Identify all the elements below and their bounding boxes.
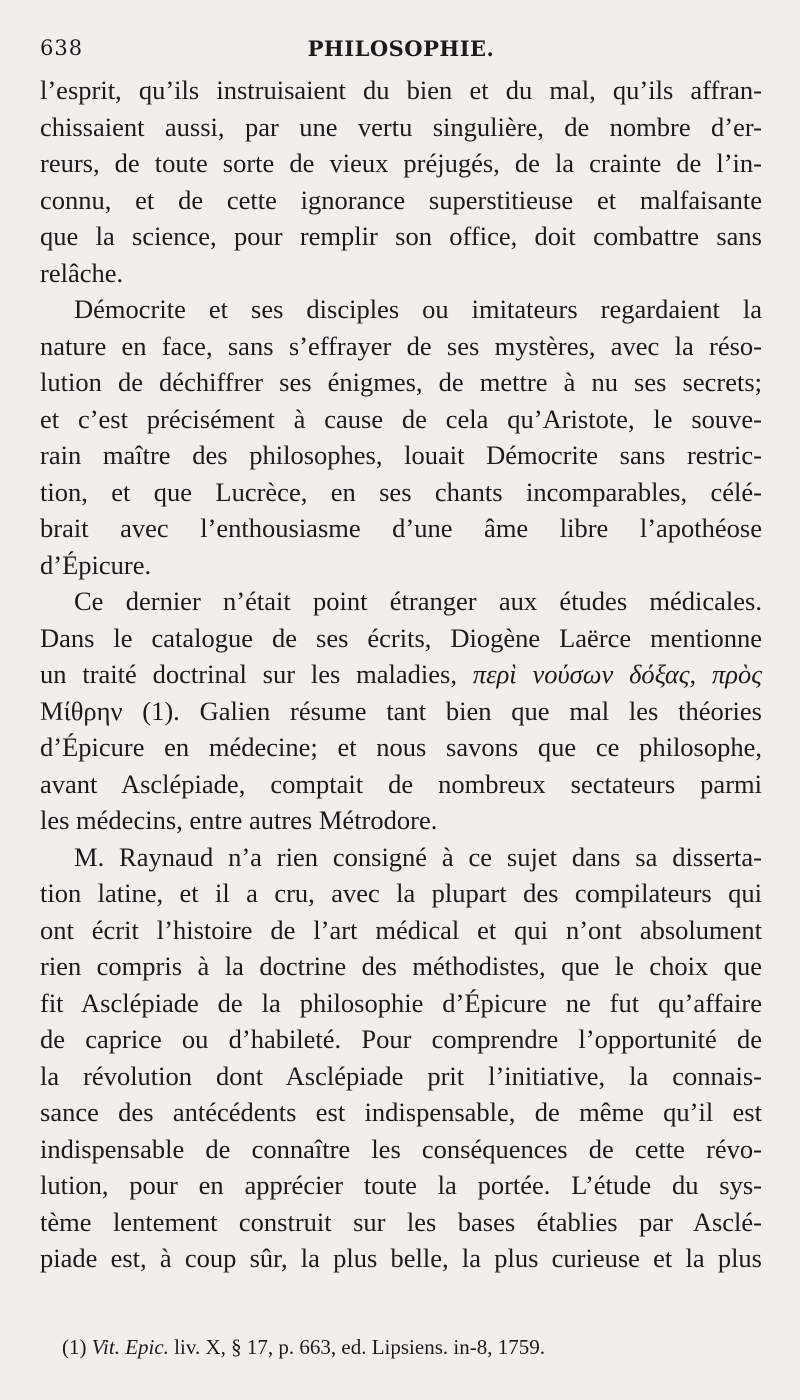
- text-line: avant Asclépiade, comptait de nombreux sectateurs parmi: [40, 768, 762, 799]
- text-line: brait avec l’enthousiasme d’une âme libre l’apothéose: [40, 513, 762, 543]
- text-line: connu, et de cette ignorance superstitieuse et malfaisante: [40, 184, 762, 215]
- text-line: la révolution dont Asclépiade prit l’initiative, la connais-: [40, 1060, 762, 1091]
- footnote: [62, 1334, 762, 1360]
- text-line: lution, pour en apprécier toute la portée. L’étude du sys-: [40, 1170, 762, 1200]
- footnote-marker: (1): [62, 1335, 87, 1359]
- text-line: tion, et que Lucrèce, en ses chants incomparables, célé-: [40, 476, 762, 507]
- footnote-text: liv. X, § 17, p. 663, ed. Lipsiens. in-8, 1759.: [174, 1335, 545, 1359]
- text-line: d’Épicure.: [40, 549, 152, 580]
- text-line: que la science, pour remplir son office, doit combattre sans: [40, 221, 762, 251]
- text-segment: un traité doctrinal sur les maladies,: [40, 659, 457, 689]
- text-line: Ce dernier n’était point étranger aux études médicales.: [74, 586, 762, 616]
- text-line: rien compris à la doctrine des méthodistes, que le choix que: [40, 951, 762, 981]
- running-title: PHILOSOPHIE.: [307, 36, 495, 61]
- text-line: sance des antécédents est indispensable, de même qu’il est: [40, 1097, 762, 1127]
- text-line: Démocrite et ses disciples ou imitateurs regardaient la: [74, 294, 762, 324]
- page-header: [40, 34, 762, 66]
- greek-title: περὶ νούσων δόξας, πρὸς: [472, 659, 763, 689]
- text-line: nature en face, sans s’effrayer de ses mystères, avec la réso-: [40, 330, 762, 361]
- text-line: Dans le catalogue de ses écrits, Diogène Laërce mentionne: [40, 622, 762, 653]
- text-line: et c’est précisément à cause de cela qu’Aristote, le souve-: [40, 403, 762, 434]
- text-line: M. Raynaud n’a rien consigné à ce sujet dans sa disserta-: [74, 841, 762, 872]
- text-line: fit Asclépiade de la philosophie d’Épicure ne fut qu’affaire: [40, 987, 762, 1018]
- page-number: 638: [40, 36, 84, 60]
- text-line: rain maître des philosophes, louait Démocrite sans restric-: [40, 440, 762, 470]
- text-line: tème lentement construit sur les bases établies par Asclé-: [40, 1206, 762, 1237]
- text-line: indispensable de connaître les conséquences de cette révo-: [40, 1133, 762, 1164]
- text-line: relâche.: [40, 257, 124, 288]
- body-text: [40, 72, 762, 1277]
- text-line: ont écrit l’histoire de l’art médical et qui n’ont absolument: [40, 914, 762, 945]
- text-line: l’esprit, qu’ils instruisaient du bien et du mal, qu’ils affran-: [40, 75, 762, 105]
- text-line: d’Épicure en médecine; et nous savons que ce philosophe,: [40, 732, 762, 762]
- text-line: les médecins, entre autres Métrodore.: [40, 805, 438, 835]
- text-line-with-greek: [40, 656, 762, 693]
- text-line: reurs, de toute sorte de vieux préjugés, de la crainte de l’in-: [40, 148, 762, 178]
- text-line: tion latine, et il a cru, avec la plupart des compilateurs qui: [40, 878, 762, 908]
- text-line: de caprice ou d’habileté. Pour comprendre l’opportunité de: [40, 1024, 762, 1054]
- text-line: chissaient aussi, par une vertu singulière, de nombre d’er-: [40, 111, 762, 142]
- text-line: lution de déchiffrer ses énigmes, de mettre à nu ses secrets;: [40, 367, 762, 397]
- text-line: Μίθρην (1). Galien résume tant bien que mal les théories: [40, 695, 762, 726]
- footnote-abbrev: Vit. Epic.: [91, 1335, 169, 1359]
- text-line: piade est, à coup sûr, la plus belle, la plus curieuse et la plus: [40, 1243, 762, 1273]
